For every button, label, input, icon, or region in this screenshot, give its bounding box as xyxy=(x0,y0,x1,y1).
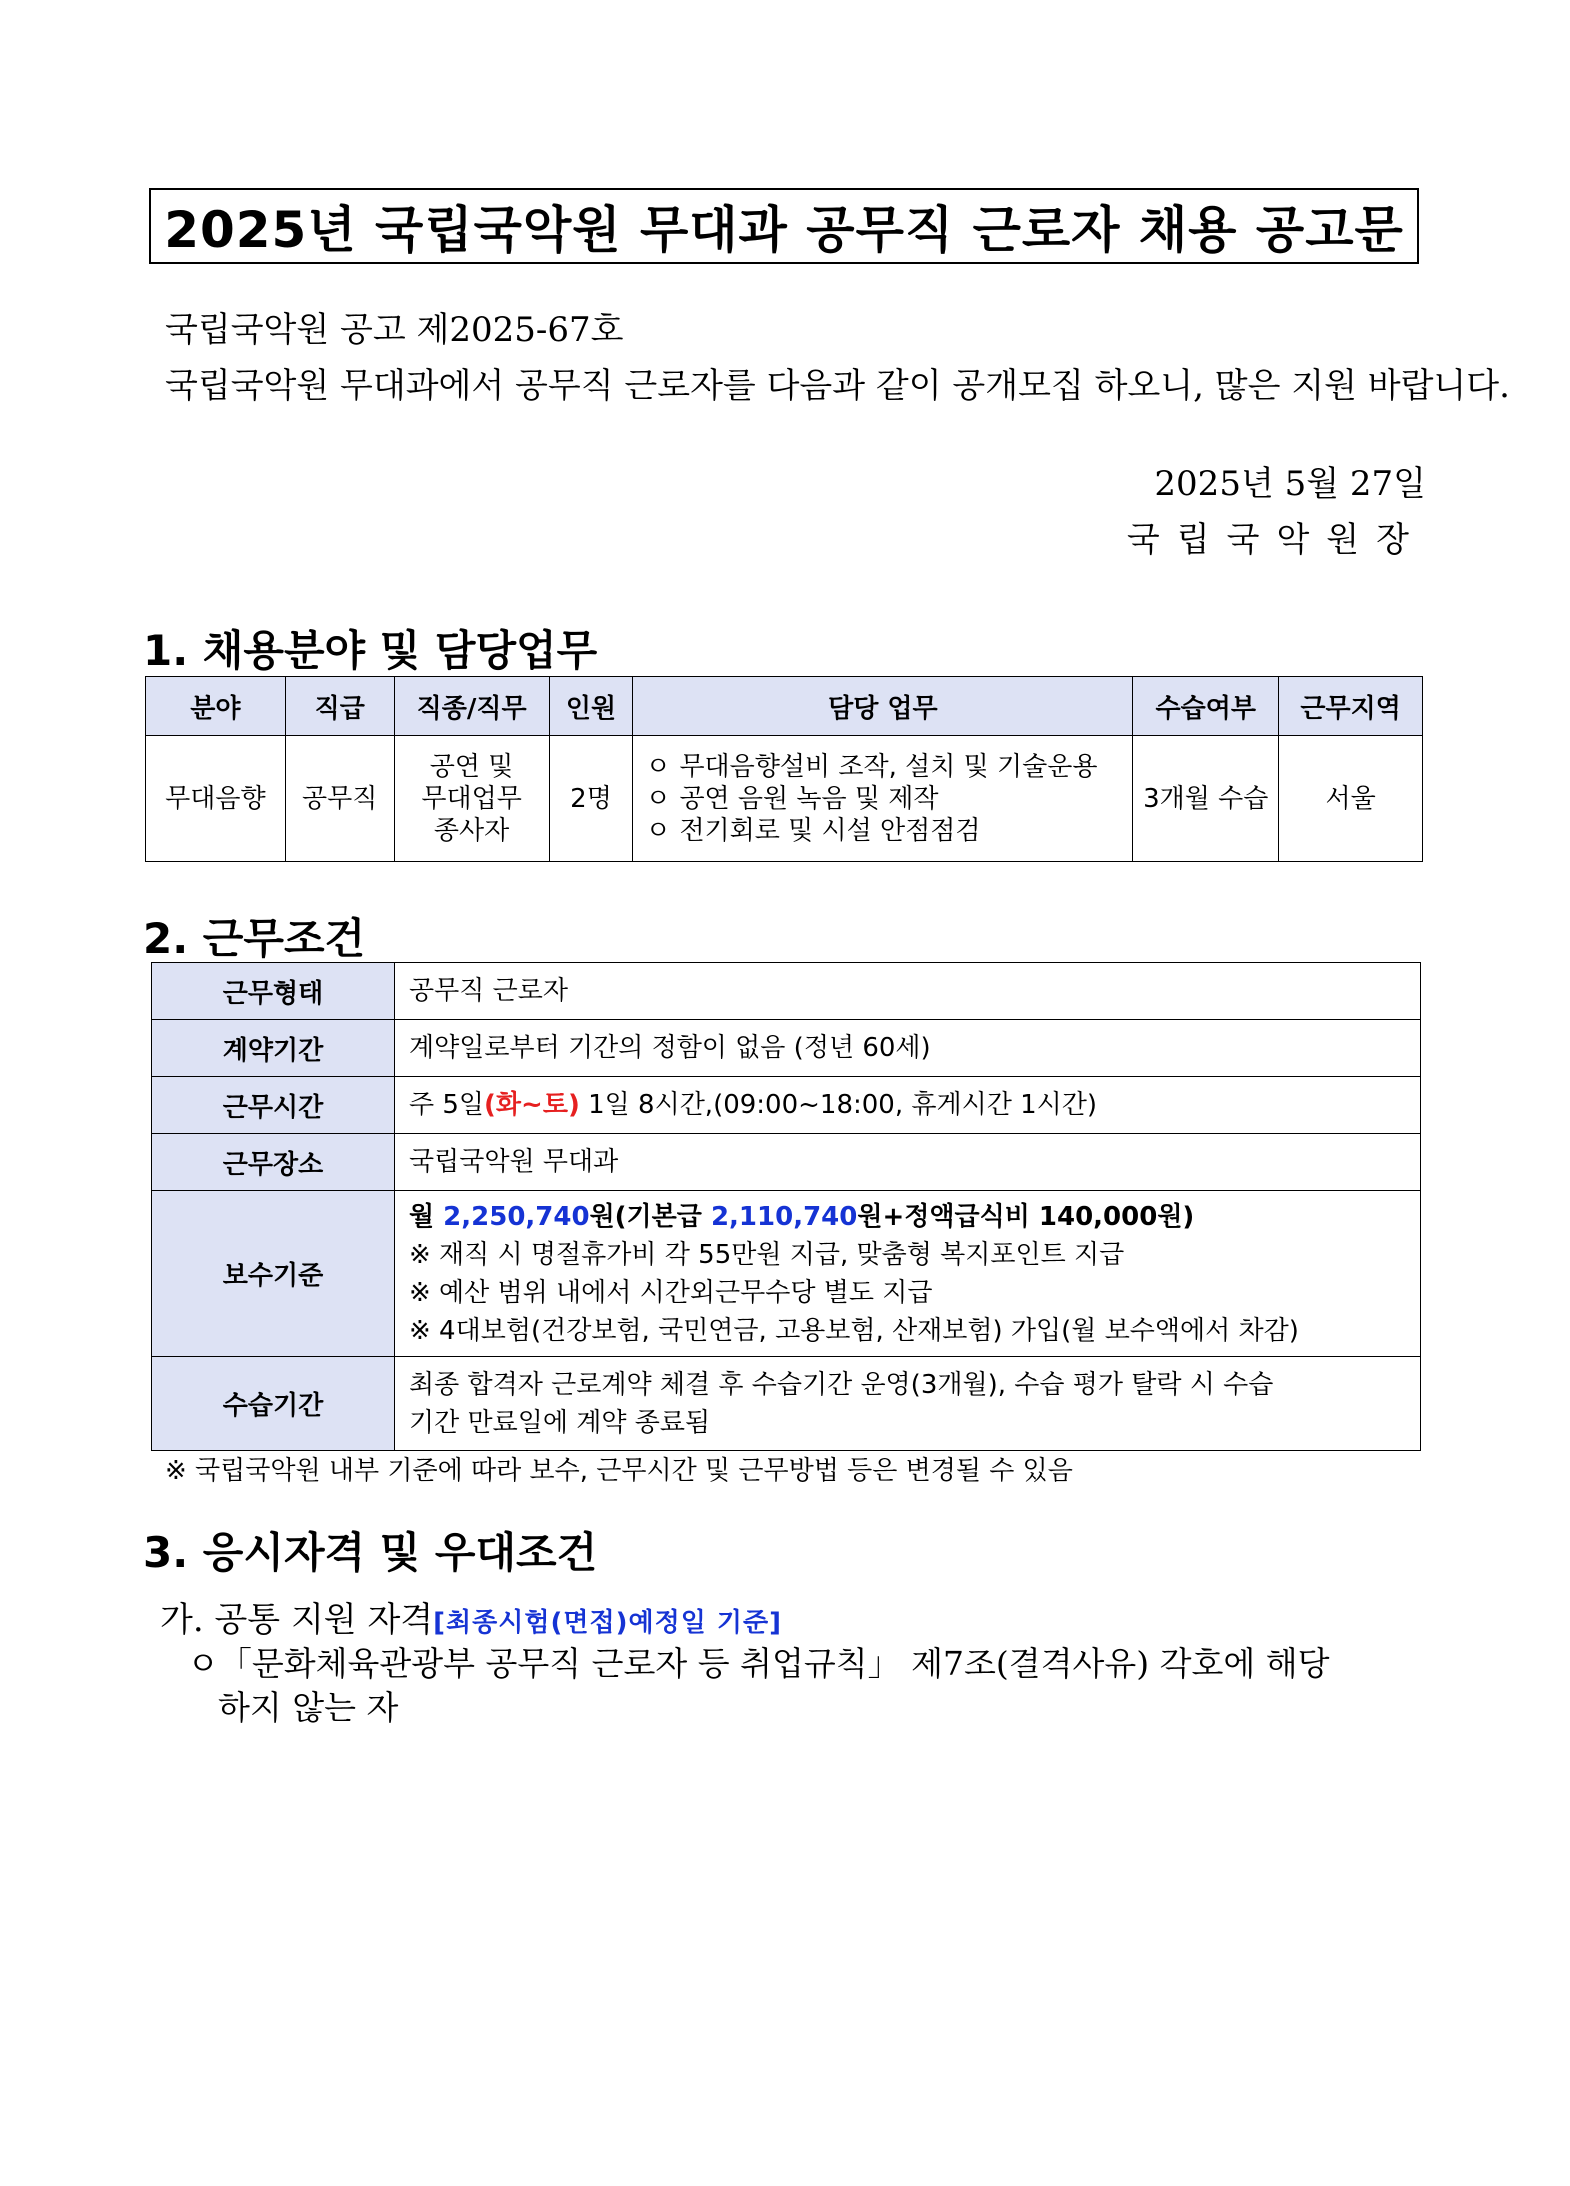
section-heading-conditions: 2. 근무조건 xyxy=(143,914,366,963)
job-line: 무대업무 xyxy=(421,783,522,814)
title-box xyxy=(149,188,1419,264)
section-heading-recruitment: 1. 채용분야 및 담당업무 xyxy=(143,626,598,675)
row-value xyxy=(395,1191,1421,1357)
monthly-pay: 2,250,740 xyxy=(443,1201,590,1232)
table-row xyxy=(152,1020,1421,1077)
pay-note: ※ 재직 시 명절휴가비 각 55만원 지급, 맞춤형 복지포인트 지급 xyxy=(409,1239,1125,1270)
row-value: 계약일로부터 기간의 정함이 없음 (정년 60세) xyxy=(395,1020,1421,1077)
notice-body: 국립국악원 무대과에서 공무직 근로자를 다음과 같이 공개모집 하오니, 많은 지원 바랍니다. xyxy=(165,366,1510,406)
row-label: 보수기준 xyxy=(152,1191,395,1357)
probation-line: 기간 만료일에 계약 종료됨 xyxy=(409,1407,711,1438)
pay-summary xyxy=(409,1198,1406,1236)
notice-date: 2025년 5월 27일 xyxy=(1154,464,1426,504)
conditions-table xyxy=(151,962,1421,1451)
column-header: 인원 xyxy=(549,677,633,736)
pay-note: ※ 예산 범위 내에서 시간외근무수당 별도 지급 xyxy=(409,1277,933,1308)
row-value xyxy=(395,1077,1421,1134)
row-value: 공무직 근로자 xyxy=(395,963,1421,1020)
notice-number: 국립국악원 공고 제2025-67호 xyxy=(165,310,624,350)
column-header: 수습여부 xyxy=(1133,677,1279,736)
count-cell: 2명 xyxy=(549,736,633,862)
hours-suffix: 1일 8시간,(09:00~18:00, 휴게시간 1시간) xyxy=(579,1090,1098,1120)
qualification-line: ㅇ「문화체육관광부 공무직 근로자 등 취업규칙」 제7조(결격사유) 각호에 해당 xyxy=(187,1644,1330,1683)
job-line: 종사자 xyxy=(433,815,510,846)
hours-prefix: 주 5일 xyxy=(409,1090,485,1120)
duty-item xyxy=(645,783,1131,815)
location-cell: 서울 xyxy=(1279,736,1423,862)
bullet-icon: ㅇ xyxy=(645,751,671,782)
row-label: 근무시간 xyxy=(152,1077,395,1134)
job-cell xyxy=(394,736,549,862)
table-row xyxy=(152,1191,1421,1357)
table-row xyxy=(152,1357,1421,1451)
bullet-icon: ㅇ xyxy=(645,815,671,846)
duty-text: 공연 음원 녹음 및 제작 xyxy=(679,783,939,814)
pay-text: 원(기본급 xyxy=(589,1201,711,1232)
field-cell: 무대음향 xyxy=(146,736,286,862)
pay-text: 원+정액급식비 140,000원) xyxy=(857,1201,1195,1232)
work-days: (화~토) xyxy=(484,1090,580,1120)
duty-item xyxy=(645,815,1131,847)
subsection-label: 가. 공통 지원 자격 xyxy=(160,1600,434,1640)
section-heading-qualifications: 3. 응시자격 및 우대조건 xyxy=(143,1528,598,1577)
duty-text: 전기회로 및 시설 안점점검 xyxy=(679,815,981,846)
column-header: 직종/직무 xyxy=(394,677,549,736)
table-row xyxy=(152,963,1421,1020)
row-label: 수습기간 xyxy=(152,1357,395,1451)
pay-note: ※ 4대보험(건강보험, 국민연금, 고용보험, 산재보험) 가입(월 보수액에서 차감) xyxy=(409,1315,1299,1346)
row-label: 근무형태 xyxy=(152,963,395,1020)
page-title: 2025년 국립국악원 무대과 공무직 근로자 채용 공고문 xyxy=(164,201,1404,259)
table-row xyxy=(152,1134,1421,1191)
qualification-line: 하지 않는 자 xyxy=(218,1688,399,1727)
subsection-common-qualification xyxy=(160,1592,782,1641)
job-line: 공연 및 xyxy=(429,751,514,782)
recruitment-table xyxy=(145,676,1423,862)
probation-line: 최종 합격자 근로계약 체결 후 수습기간 운영(3개월), 수습 평가 탈락 시 수습 xyxy=(409,1369,1274,1400)
row-label: 계약기간 xyxy=(152,1020,395,1077)
criteria-badge: [최종시험(면접)예정일 기준] xyxy=(433,1608,782,1638)
column-header: 담당 업무 xyxy=(633,677,1133,736)
table-row xyxy=(146,736,1423,862)
notice-issuer: 국립국악원장 xyxy=(1126,520,1426,560)
row-value xyxy=(395,1357,1421,1451)
base-pay: 2,110,740 xyxy=(710,1201,858,1232)
duty-item xyxy=(645,751,1131,783)
probation-cell: 3개월 수습 xyxy=(1133,736,1279,862)
row-value: 국립국악원 무대과 xyxy=(395,1134,1421,1191)
duties-cell xyxy=(633,736,1133,862)
conditions-note: ※ 국립국악원 내부 기준에 따라 보수, 근무시간 및 근무방법 등은 변경될 수 있음 xyxy=(165,1456,1073,1486)
pay-text: 월 xyxy=(409,1201,444,1232)
row-label: 근무장소 xyxy=(152,1134,395,1191)
column-header: 근무지역 xyxy=(1279,677,1423,736)
column-header: 분야 xyxy=(146,677,286,736)
table-row xyxy=(152,1077,1421,1134)
duty-text: 무대음향설비 조작, 설치 및 기술운용 xyxy=(679,751,1098,782)
bullet-icon: ㅇ xyxy=(645,783,671,814)
grade-cell: 공무직 xyxy=(285,736,394,862)
table-header-row xyxy=(146,677,1423,736)
column-header: 직급 xyxy=(285,677,394,736)
